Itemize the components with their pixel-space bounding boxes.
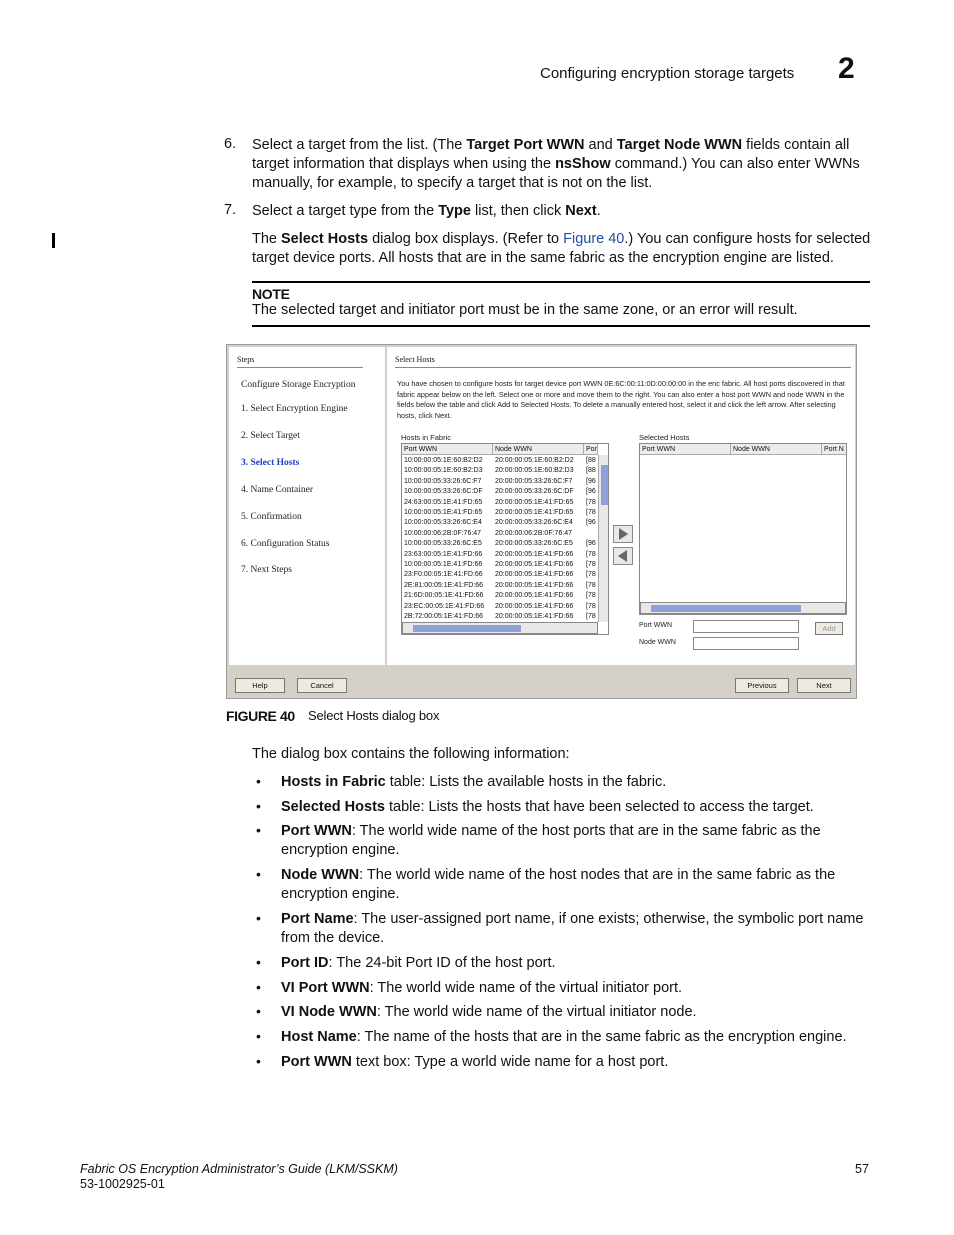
nsshow-term: nsShow — [555, 156, 611, 172]
node-wwn-cell: 20:00:00:05:1E:41:FD:65 — [495, 509, 574, 516]
steps-heading: Steps — [237, 355, 255, 364]
bullet-term: Host Name — [281, 1029, 357, 1045]
panel-heading: Select Hosts — [395, 355, 435, 364]
step-7-part: Select a target type from the — [252, 203, 439, 219]
port-cell: [96 — [586, 519, 596, 527]
detail-part: The — [252, 231, 282, 247]
port-wwn-cell: 24:63:00:05:1E:41:FD:65 — [404, 498, 483, 506]
col-port-name[interactable]: Port N — [822, 444, 847, 455]
change-bar — [52, 233, 55, 248]
node-wwn-cell: 20:00:00:05:1E:41:FD:66 — [495, 581, 574, 589]
type-term: Type — [438, 203, 471, 219]
node-wwn-cell: 20:00:00:05:1E:41:FD:66 — [495, 550, 574, 558]
col-port-wwn[interactable]: Port WWN — [402, 444, 493, 455]
bullet-description: : The world wide name of the virtual initiator node. — [376, 1004, 697, 1020]
port-wwn-cell: 10:00:00:05:1E:41:FD:65 — [404, 509, 483, 516]
port-wwn-cell: 10:00:00:05:1E:60:B2:D3 — [404, 467, 483, 475]
steps-panel — [229, 347, 385, 665]
col-port-wwn[interactable]: Port WWN — [640, 444, 731, 455]
bullet-item — [281, 1053, 871, 1072]
hosts-in-fabric-label: Hosts in Fabric — [401, 433, 452, 442]
node-wwn-cell: 20:00:00:05:1E:41:FD:65 — [495, 498, 574, 506]
node-wwn-cell: 20:00:00:05:33:26:6C:F7 — [495, 477, 573, 485]
port-cell: [78 — [586, 581, 596, 589]
port-cell: [96 — [586, 540, 596, 548]
port-wwn-cell: 10:00:00:05:1E:60:B2:D2 — [404, 457, 483, 464]
bullet-item — [281, 954, 871, 973]
bullet-description: : The user-assigned port name, if one exists; otherwise, the symbolic port name from the device. — [281, 911, 864, 946]
port-cell: [78 — [586, 550, 596, 558]
port-cell: [78 — [586, 602, 596, 610]
page-number: 57 — [855, 1162, 869, 1176]
step-7-text — [252, 202, 872, 221]
bullet-term: Port WWN — [281, 823, 352, 839]
node-wwn-cell: 20:00:00:05:1E:41:FD:66 — [495, 561, 574, 568]
wizard-step: 7. Next Steps — [241, 565, 292, 575]
selected-hosts-table[interactable] — [639, 443, 847, 615]
move-left-button[interactable] — [613, 547, 633, 565]
target-node-wwn-term: Target Node WWN — [616, 137, 743, 153]
bullet-item — [281, 773, 871, 792]
panel-instructions: You have chosen to configure hosts for target device port WWN 0E:6C:00:11:0D:00:00:00 in the enc fabric. All host ports discovered in that fabric appear below on the left. Select one or more and move them to the right. You can also enter a host port WWN and node WWN in the fields below the table and click Add to Selected Hosts. To delete a manually entered host, select it and click the left arrow. After selecting hosts, click Next. — [397, 379, 845, 420]
node-wwn-cell: 20:00:00:05:33:26:6C:E5 — [495, 540, 573, 548]
footer-title: Fabric OS Encryption Administrator’s Guide (LKM/SSKM) — [80, 1162, 398, 1176]
node-wwn-cell: 20:00:00:05:1E:41:FD:66 — [495, 613, 574, 620]
node-wwn-cell: 20:00:00:05:1E:41:FD:66 — [495, 592, 574, 600]
port-cell: [88 — [586, 467, 596, 475]
bullet-description: : The name of the hosts that are in the same fabric as the encryption engine. — [356, 1029, 847, 1045]
arrow-left-icon — [618, 550, 627, 562]
port-cell: [78 — [586, 561, 596, 568]
port-cell: [78 — [586, 613, 596, 620]
bullet-description: : The world wide name of the host ports that are in the same fabric as the encryption engine. — [281, 823, 821, 858]
hosts-hscrollbar[interactable] — [402, 622, 598, 634]
node-wwn-cell: 20:00:00:05:1E:60:B2:D2 — [495, 457, 574, 464]
bullet-icon: • — [256, 1028, 261, 1044]
hosts-in-fabric-table[interactable] — [401, 443, 609, 635]
detail-part: dialog box displays. (Refer to — [368, 231, 564, 247]
previous-button[interactable]: Previous — [735, 678, 789, 693]
move-right-button[interactable] — [613, 525, 633, 543]
bullet-item — [281, 866, 871, 904]
selected-hosts-label: Selected Hosts — [639, 433, 690, 442]
port-cell: [96 — [586, 477, 596, 485]
port-wwn-cell: 23:EC:00:05:1E:41:FD:66 — [404, 602, 485, 610]
bullet-item — [281, 822, 871, 860]
bullet-item — [281, 1003, 871, 1022]
note-top-rule — [252, 281, 870, 283]
bullet-item — [281, 1028, 871, 1047]
bullet-icon: • — [256, 1053, 261, 1069]
bullet-item — [281, 798, 871, 817]
port-cell: [78 — [586, 592, 596, 600]
wizard-step: 5. Confirmation — [241, 512, 302, 522]
port-wwn-cell: 10:00:00:05:33:26:6C:DF — [404, 488, 483, 496]
node-wwn-cell: 20:00:00:06:2B:0F:76:47 — [495, 529, 573, 537]
bullet-term: Selected Hosts — [281, 799, 385, 815]
figure-caption: Select Hosts dialog box — [308, 708, 440, 723]
wizard-step: 6. Configuration Status — [241, 539, 330, 549]
bullet-term: Port ID — [281, 955, 329, 971]
target-port-wwn-term: Target Port WWN — [466, 137, 585, 153]
bullet-icon: • — [256, 822, 261, 838]
bullet-icon: • — [256, 910, 261, 926]
select-hosts-dialog — [226, 344, 857, 699]
col-node-wwn[interactable]: Node WWN — [493, 444, 584, 455]
port-wwn-label: Port WWN — [639, 622, 673, 629]
col-node-wwn[interactable]: Node WWN — [731, 444, 822, 455]
next-term: Next — [565, 203, 597, 219]
chapter-number: 2 — [838, 52, 855, 85]
port-wwn-cell: 23:63:00:05:1E:41:FD:66 — [404, 550, 483, 558]
panel-divider — [395, 367, 851, 368]
node-wwn-label: Node WWN — [639, 639, 676, 646]
selected-hscrollbar[interactable] — [640, 602, 846, 614]
port-cell: [78 — [586, 498, 596, 506]
bullet-term: Port Name — [281, 911, 354, 927]
bullet-description: table: Lists the available hosts in the fabric. — [385, 774, 667, 790]
steps-divider — [237, 367, 363, 368]
step-7-part: . — [596, 203, 601, 219]
bullet-term: VI Node WWN — [281, 1004, 377, 1020]
detail-part: .) You can configure hosts for selected target device ports. All hosts that are in the same fabric as the encryption engine are listed. — [252, 231, 871, 266]
arrow-right-icon — [619, 528, 628, 540]
port-wwn-cell: 2E:81:00:05:1E:41:FD:66 — [404, 581, 483, 589]
select-hosts-term: Select Hosts — [281, 231, 369, 247]
step-6-part: Select a target from the list. (The — [252, 137, 467, 153]
note-heading: NOTE — [252, 286, 290, 302]
bullet-icon: • — [256, 866, 261, 882]
figure-40-link[interactable]: Figure 40 — [563, 231, 625, 247]
port-wwn-cell: 10:00:00:05:1E:41:FD:66 — [404, 561, 483, 568]
wizard-step: 2. Select Target — [241, 431, 300, 441]
node-wwn-input[interactable] — [693, 637, 799, 650]
step-7-detail — [252, 230, 872, 268]
port-cell: [96 — [586, 488, 596, 496]
node-wwn-cell: 20:00:00:05:1E:41:FD:66 — [495, 602, 574, 610]
intro-paragraph: The dialog box contains the following information: — [252, 746, 570, 762]
node-wwn-cell: 20:00:00:05:1E:60:B2:D3 — [495, 467, 574, 475]
port-cell: [78 — [586, 509, 596, 516]
table-row[interactable] — [402, 611, 598, 622]
bullet-icon: • — [256, 773, 261, 789]
step-6-part: and — [584, 137, 617, 153]
note-text: The selected target and initiator port must be in the same zone, or an error will result. — [252, 302, 798, 318]
step-7-part: list, then click — [470, 203, 566, 219]
wizard-step: 4. Name Container — [241, 485, 314, 495]
selected-hscroll-thumb[interactable] — [651, 605, 801, 612]
bullet-description: : The world wide name of the virtual initiator port. — [369, 980, 683, 996]
node-wwn-cell: 20:00:00:05:1E:41:FD:66 — [495, 571, 574, 579]
hosts-vscroll-thumb[interactable] — [601, 465, 608, 505]
bullet-description: : The world wide name of the host nodes that are in the same fabric as the encryption engine. — [281, 867, 836, 902]
bullet-icon: • — [256, 1003, 261, 1019]
port-cell: [88 — [586, 457, 596, 464]
port-wwn-cell: 21:6D:00:05:1E:41:FD:66 — [404, 592, 484, 600]
bullet-item — [281, 979, 871, 998]
bullet-term: Port WWN — [281, 1054, 352, 1070]
port-cell: [78 — [586, 571, 596, 579]
node-wwn-cell: 20:00:00:05:33:26:6C:E4 — [495, 519, 573, 527]
port-wwn-cell: 2B:72:00:05:1E:41:FD:66 — [404, 613, 483, 620]
bullet-icon: • — [256, 979, 261, 995]
port-wwn-cell: 10:00:00:05:33:26:6C:E4 — [404, 519, 482, 527]
next-button[interactable]: Next — [797, 678, 851, 693]
port-wwn-input[interactable] — [693, 620, 799, 633]
figure-label: FIGURE 40 — [226, 708, 295, 724]
bullet-term: Hosts in Fabric — [281, 774, 386, 790]
bullet-icon: • — [256, 798, 261, 814]
bullet-icon: • — [256, 954, 261, 970]
step-6-part: fields contain all target information that displays when using the — [252, 137, 850, 172]
bullet-description: text box: Type a world wide name for a host port. — [351, 1054, 669, 1070]
select-hosts-panel — [387, 347, 855, 665]
running-header-title: Configuring encryption storage targets — [540, 65, 795, 82]
hosts-vscrollbar[interactable] — [598, 455, 609, 622]
port-wwn-cell: 10:00:00:05:33:26:6C:E5 — [404, 540, 482, 548]
node-wwn-cell: 20:00:00:05:33:26:6C:DF — [495, 488, 574, 496]
footer-doc-number: 53-1002925-01 — [80, 1177, 165, 1191]
col-port[interactable]: Por — [586, 446, 597, 453]
step-7-number: 7. — [224, 202, 237, 218]
bullet-term: VI Port WWN — [281, 980, 370, 996]
note-bottom-rule — [252, 325, 870, 327]
hosts-hscroll-thumb[interactable] — [413, 625, 521, 632]
help-button[interactable]: Help — [235, 678, 285, 693]
port-wwn-cell: 23:F0:00:05:1E:41:FD:66 — [404, 571, 483, 579]
bullet-description: table: Lists the hosts that have been selected to access the target. — [384, 799, 814, 815]
step-6-text — [252, 136, 872, 193]
step-6-part: command.) You can also enter WWNs manually, for example, to specify a target that is not on the list. — [252, 156, 860, 191]
wizard-step: 1. Select Encryption Engine — [241, 404, 348, 414]
wizard-step: 3. Select Hosts — [241, 458, 300, 468]
add-button[interactable]: Add — [815, 622, 843, 635]
cancel-button[interactable]: Cancel — [297, 678, 347, 693]
port-wwn-cell: 10:00:00:06:2B:0F:76:47 — [404, 529, 482, 537]
bullet-description: : The 24-bit Port ID of the host port. — [328, 955, 556, 971]
bullet-term: Node WWN — [281, 867, 360, 883]
steps-title: Configure Storage Encryption — [241, 380, 356, 390]
bullet-item — [281, 910, 871, 948]
port-wwn-cell: 10:00:00:05:33:26:6C:F7 — [404, 477, 482, 485]
step-6-number: 6. — [224, 136, 237, 152]
